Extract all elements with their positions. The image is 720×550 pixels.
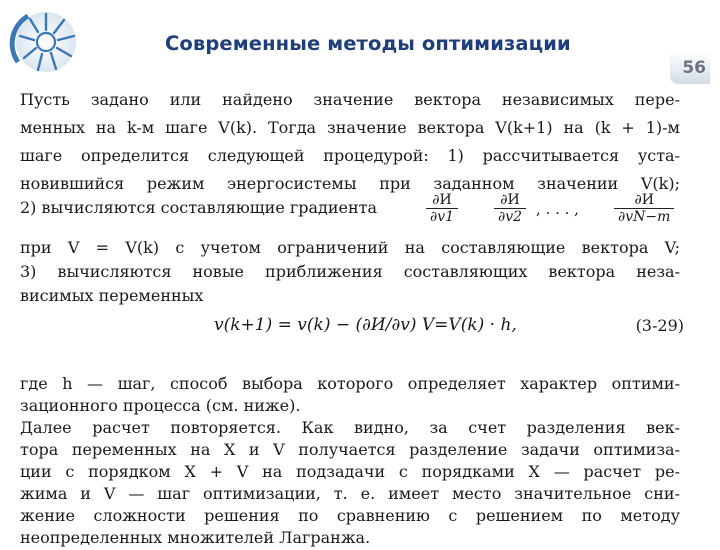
text-line: неопределенных множителей Лагранжа. xyxy=(20,528,371,547)
text-line: шаге определится следующей процедурой: 1) рассчитывается уста- xyxy=(20,146,680,165)
text-line: жение сложности решения по сравнению с решением по методу xyxy=(20,506,680,525)
text-line: ции с порядком X + V на подзадачи с порядками X — расчет ре- xyxy=(20,462,680,481)
gradient-term xyxy=(426,192,458,225)
text-line: зационного процесса (см. ниже). xyxy=(20,396,301,415)
gradient-term xyxy=(614,192,674,225)
fraction-numerator: ∂И xyxy=(614,192,674,209)
text-line: жима и V — шаг оптимизации, т. е. имеет место значительное сни- xyxy=(20,484,680,503)
formula-text: v(k+1) = v(k) − (∂И/∂v) V=V(k) · h, xyxy=(214,315,517,335)
text-line: Пусть задано или найдено значение вектора независимых пере- xyxy=(20,90,680,109)
text-line: 3) вычисляются новые приближения составляющих вектора неза- xyxy=(20,262,680,281)
fraction-denominator: ∂v2 xyxy=(498,209,523,225)
slide-header xyxy=(0,0,720,84)
fraction-denominator: ∂v1 xyxy=(430,209,455,225)
text-line: Далее расчет повторяется. Как видно, за счет разделения век- xyxy=(20,418,680,437)
equation-number: (3-29) xyxy=(635,316,684,335)
text-line: при V = V(k) с учетом ограничений на составляющие вектора V; xyxy=(20,238,680,257)
text-line: менных на k-м шаге V(k). Тогда значение вектора V(k+1) на (k + 1)-м xyxy=(20,118,680,137)
gradient-separator: , . . . , xyxy=(536,200,579,218)
company-logo-icon xyxy=(4,2,78,76)
text-line: новившийся режим энергосистемы при заданном значении V(k); xyxy=(20,174,680,193)
display-formula xyxy=(180,303,680,363)
text-line: тора переменных на X и V получается разделение задачи оптимиза- xyxy=(20,440,680,459)
page-number-badge xyxy=(670,50,710,84)
fraction-numerator: ∂И xyxy=(426,192,458,209)
fraction-numerator: ∂И xyxy=(494,192,526,209)
text-line: висимых переменных xyxy=(20,286,204,305)
text-line: где h — шаг, способ выбора которого определяет характер оптими- xyxy=(20,374,680,393)
text-line: 2) вычисляются составляющие градиента xyxy=(20,198,378,217)
page-number: 56 xyxy=(682,58,706,78)
slide-title: Современные методы оптимизации xyxy=(165,32,571,55)
gradient-term xyxy=(494,192,526,225)
fraction-denominator: ∂vN−m xyxy=(618,209,671,225)
